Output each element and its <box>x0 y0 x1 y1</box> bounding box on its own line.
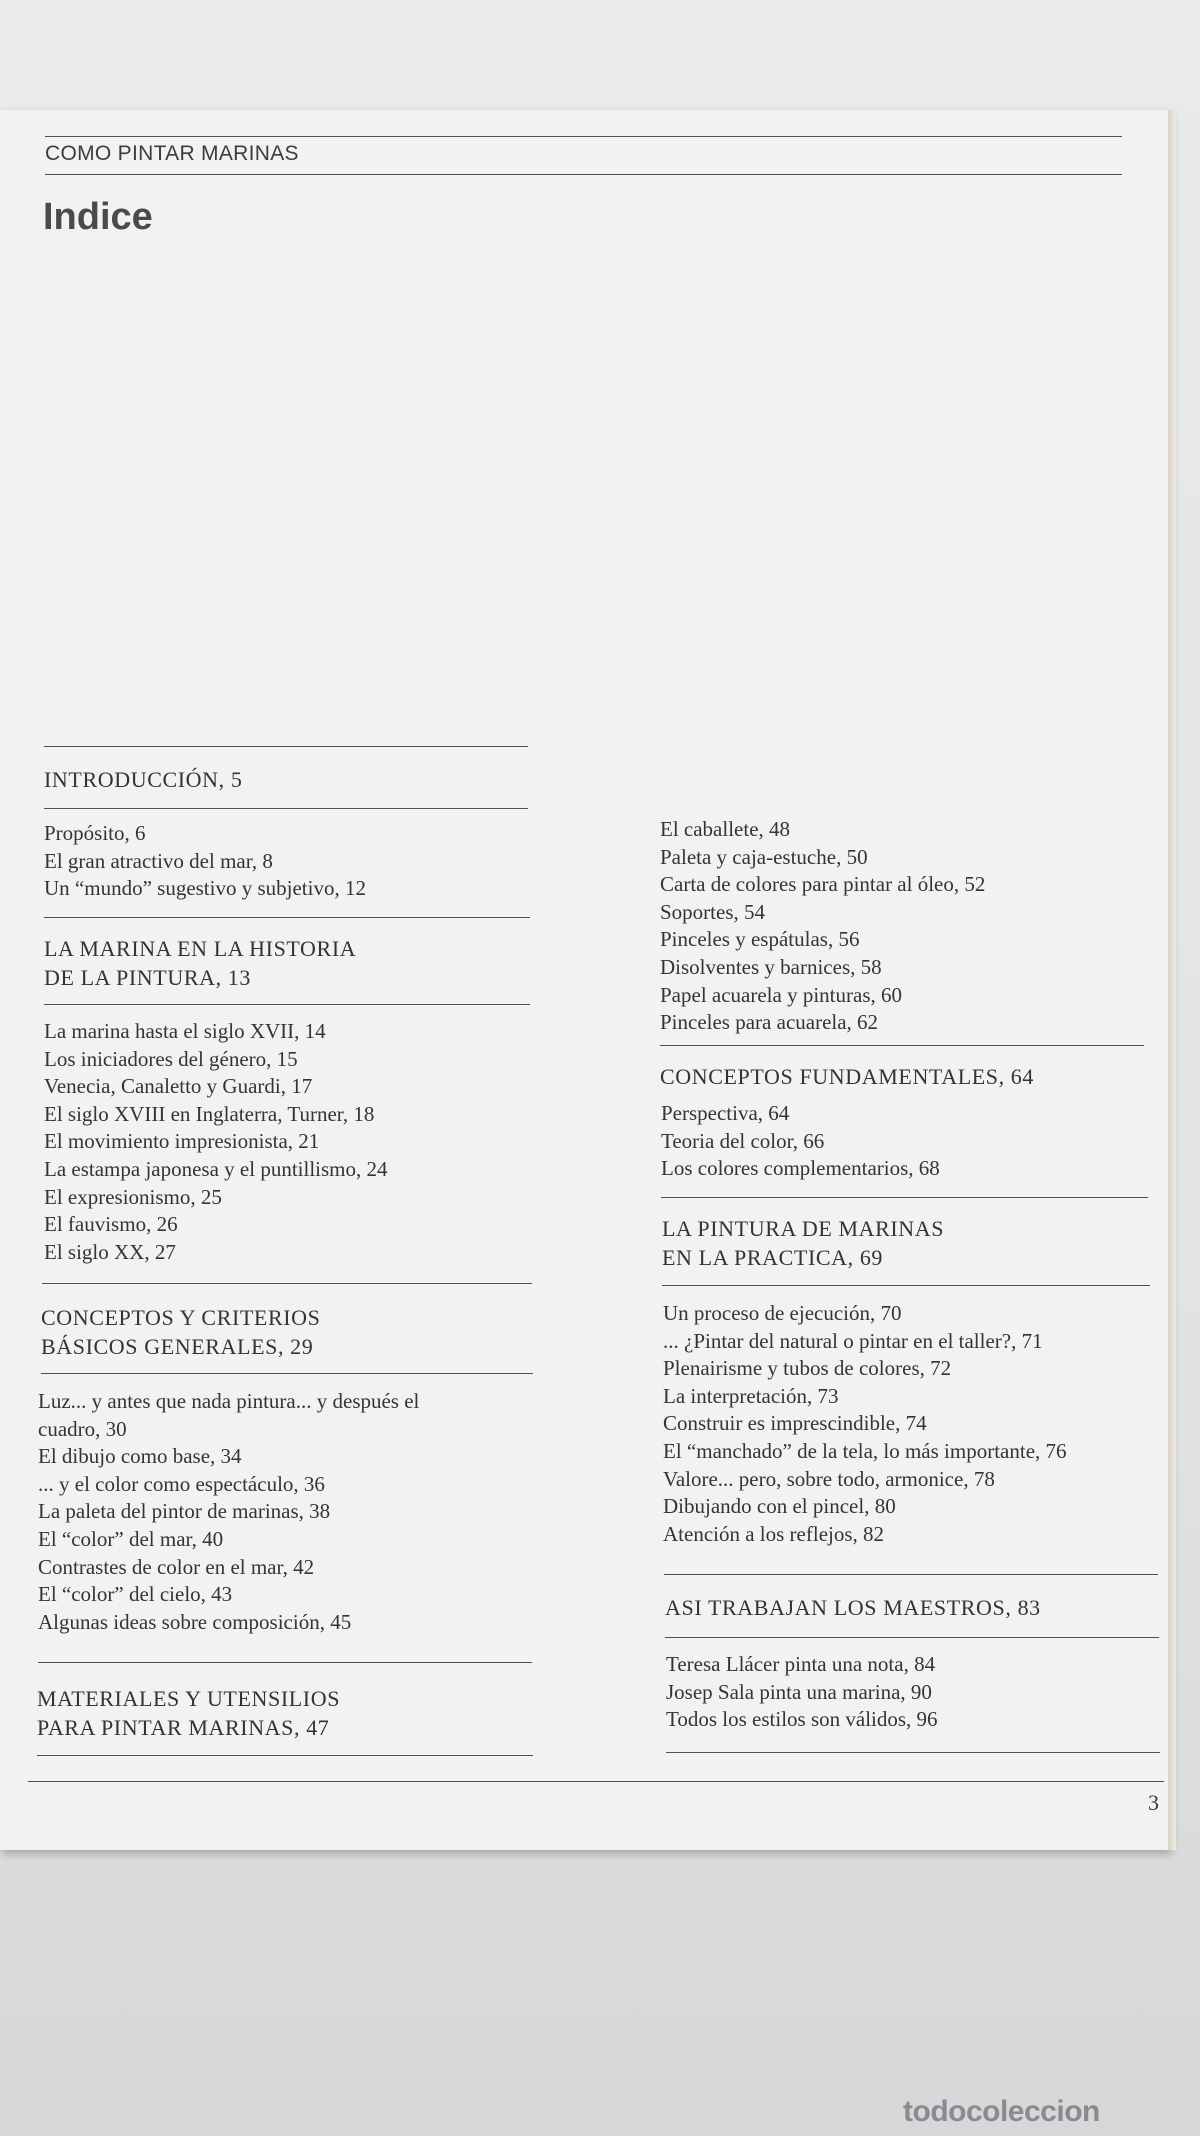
section-rule <box>662 1285 1150 1286</box>
toc-entry: Dibujando con el pincel, 80 <box>663 1494 896 1519</box>
toc-entry: El gran atractivo del mar, 8 <box>44 848 273 873</box>
toc-entry: El expresionismo, 25 <box>44 1184 222 1209</box>
toc-entry: Teresa Llácer pinta una nota, 84 <box>666 1652 936 1676</box>
toc-entry: Paleta y caja-estuche, 50 <box>660 844 868 869</box>
toc-entry: Algunas ideas sobre composición, 45 <box>38 1609 352 1634</box>
section-rule <box>661 1197 1148 1198</box>
section-title-introduccion: INTRODUCCIÓN, 5 <box>44 767 243 792</box>
toc-entry: Teoria del color, 66 <box>661 1128 825 1153</box>
header-rule-bottom <box>45 174 1122 175</box>
toc-entry: Pinceles para acuarela, 62 <box>660 1010 879 1035</box>
toc-entry: Plenairisme y tubos de colores, 72 <box>663 1356 952 1381</box>
section-title-materiales: MATERIALES Y UTENSILIOS PARA PINTAR MARINAS, 47 <box>37 1686 341 1740</box>
section-rule <box>666 1752 1160 1753</box>
toc-entry: Contrastes de color en el mar, 42 <box>38 1554 315 1579</box>
toc-entry: Valore... pero, sobre todo, armonice, 78 <box>663 1466 995 1491</box>
toc-entry: Todos los estilos son válidos, 96 <box>666 1707 938 1732</box>
toc-entry: El siglo XX, 27 <box>44 1239 176 1264</box>
toc-entry: El “manchado” de la tela, lo más importante, 76 <box>663 1438 1067 1463</box>
section-rule <box>664 1574 1158 1575</box>
section-rule <box>44 746 528 747</box>
section-rule <box>41 1373 533 1374</box>
toc-entry: El caballete, 48 <box>660 817 791 841</box>
section-title-fundamentales: CONCEPTOS FUNDAMENTALES, 64 <box>660 1064 1035 1089</box>
toc-entry: Josep Sala pinta una marina, 90 <box>666 1679 932 1704</box>
section-title-historia: LA MARINA EN LA HISTORIA DE LA PINTURA, 13 <box>44 936 357 990</box>
section-entries-practica <box>663 1300 1067 1548</box>
section-title-criterios: CONCEPTOS Y CRITERIOS BÁSICOS GENERALES, 29 <box>41 1305 321 1359</box>
toc-entry: Los iniciadores del género, 15 <box>44 1046 298 1071</box>
section-entries-maestros <box>666 1651 938 1734</box>
section-title-maestros: ASI TRABAJAN LOS MAESTROS, 83 <box>665 1595 1041 1620</box>
section-rule <box>42 1283 532 1284</box>
toc-entry: Perspectiva, 64 <box>661 1101 790 1125</box>
toc-entry: cuadro, 30 <box>38 1416 127 1441</box>
section-rule <box>665 1637 1159 1638</box>
section-entries-materiales-cont <box>660 816 985 1037</box>
section-rule <box>44 917 530 918</box>
section-rule <box>38 1662 532 1663</box>
toc-entry: Un “mundo” sugestivo y subjetivo, 12 <box>44 876 366 901</box>
toc-entry: La paleta del pintor de marinas, 38 <box>38 1499 331 1524</box>
toc-entry: Venecia, Canaletto y Guardi, 17 <box>44 1074 313 1099</box>
header-rule-top <box>45 136 1122 137</box>
toc-entry: El dibujo como base, 34 <box>38 1444 242 1469</box>
toc-entry: La interpretación, 73 <box>663 1383 839 1408</box>
toc-entry: Atención a los reflejos, 82 <box>663 1521 885 1546</box>
toc-entry: La estampa japonesa y el puntillismo, 24 <box>44 1156 388 1181</box>
toc-entry: Pinceles y espátulas, 56 <box>660 927 860 952</box>
section-entries-historia <box>44 1018 388 1266</box>
toc-entry: El “color” del cielo, 43 <box>38 1582 233 1607</box>
toc-entry: El fauvismo, 26 <box>44 1212 178 1237</box>
section-entries-introduccion <box>44 820 366 903</box>
toc-entry: Un proceso de ejecución, 70 <box>663 1301 902 1325</box>
toc-entry: Los colores complementarios, 68 <box>661 1156 940 1181</box>
section-rule <box>660 1045 1144 1046</box>
toc-entry: Soportes, 54 <box>660 899 765 924</box>
section-entries-criterios <box>38 1388 419 1636</box>
toc-entry: Propósito, 6 <box>44 821 146 845</box>
toc-entry: Papel acuarela y pinturas, 60 <box>660 982 902 1007</box>
footer-rule <box>28 1781 1164 1782</box>
toc-entry: El “color” del mar, 40 <box>38 1526 224 1551</box>
section-rule <box>37 1755 533 1756</box>
toc-entry: ... ¿Pintar del natural o pintar en el taller?, 71 <box>663 1328 1043 1353</box>
page-number: 3 <box>1148 1790 1159 1815</box>
toc-entry: El siglo XVIII en Inglaterra, Turner, 18 <box>44 1101 375 1126</box>
section-rule <box>44 1004 530 1005</box>
toc-entry: ... y el color como espectáculo, 36 <box>38 1471 325 1496</box>
section-title-practica: LA PINTURA DE MARINAS EN LA PRACTICA, 69 <box>662 1216 945 1270</box>
toc-entry: Luz... y antes que nada pintura... y después el <box>38 1389 420 1413</box>
page-title: Indice <box>43 196 153 238</box>
toc-entry: El movimiento impresionista, 21 <box>44 1129 320 1154</box>
page-edge <box>1168 110 1176 1850</box>
toc-entry: La marina hasta el siglo XVII, 14 <box>44 1019 326 1043</box>
toc-entry: Carta de colores para pintar al óleo, 52 <box>660 872 986 897</box>
toc-entry: Construir es imprescindible, 74 <box>663 1411 927 1436</box>
toc-entry: Disolventes y barnices, 58 <box>660 954 882 979</box>
section-entries-fundamentales <box>661 1100 940 1183</box>
watermark-logo: todocoleccion <box>903 2095 1100 2128</box>
running-head: COMO PINTAR MARINAS <box>45 142 299 165</box>
section-rule <box>44 808 528 809</box>
